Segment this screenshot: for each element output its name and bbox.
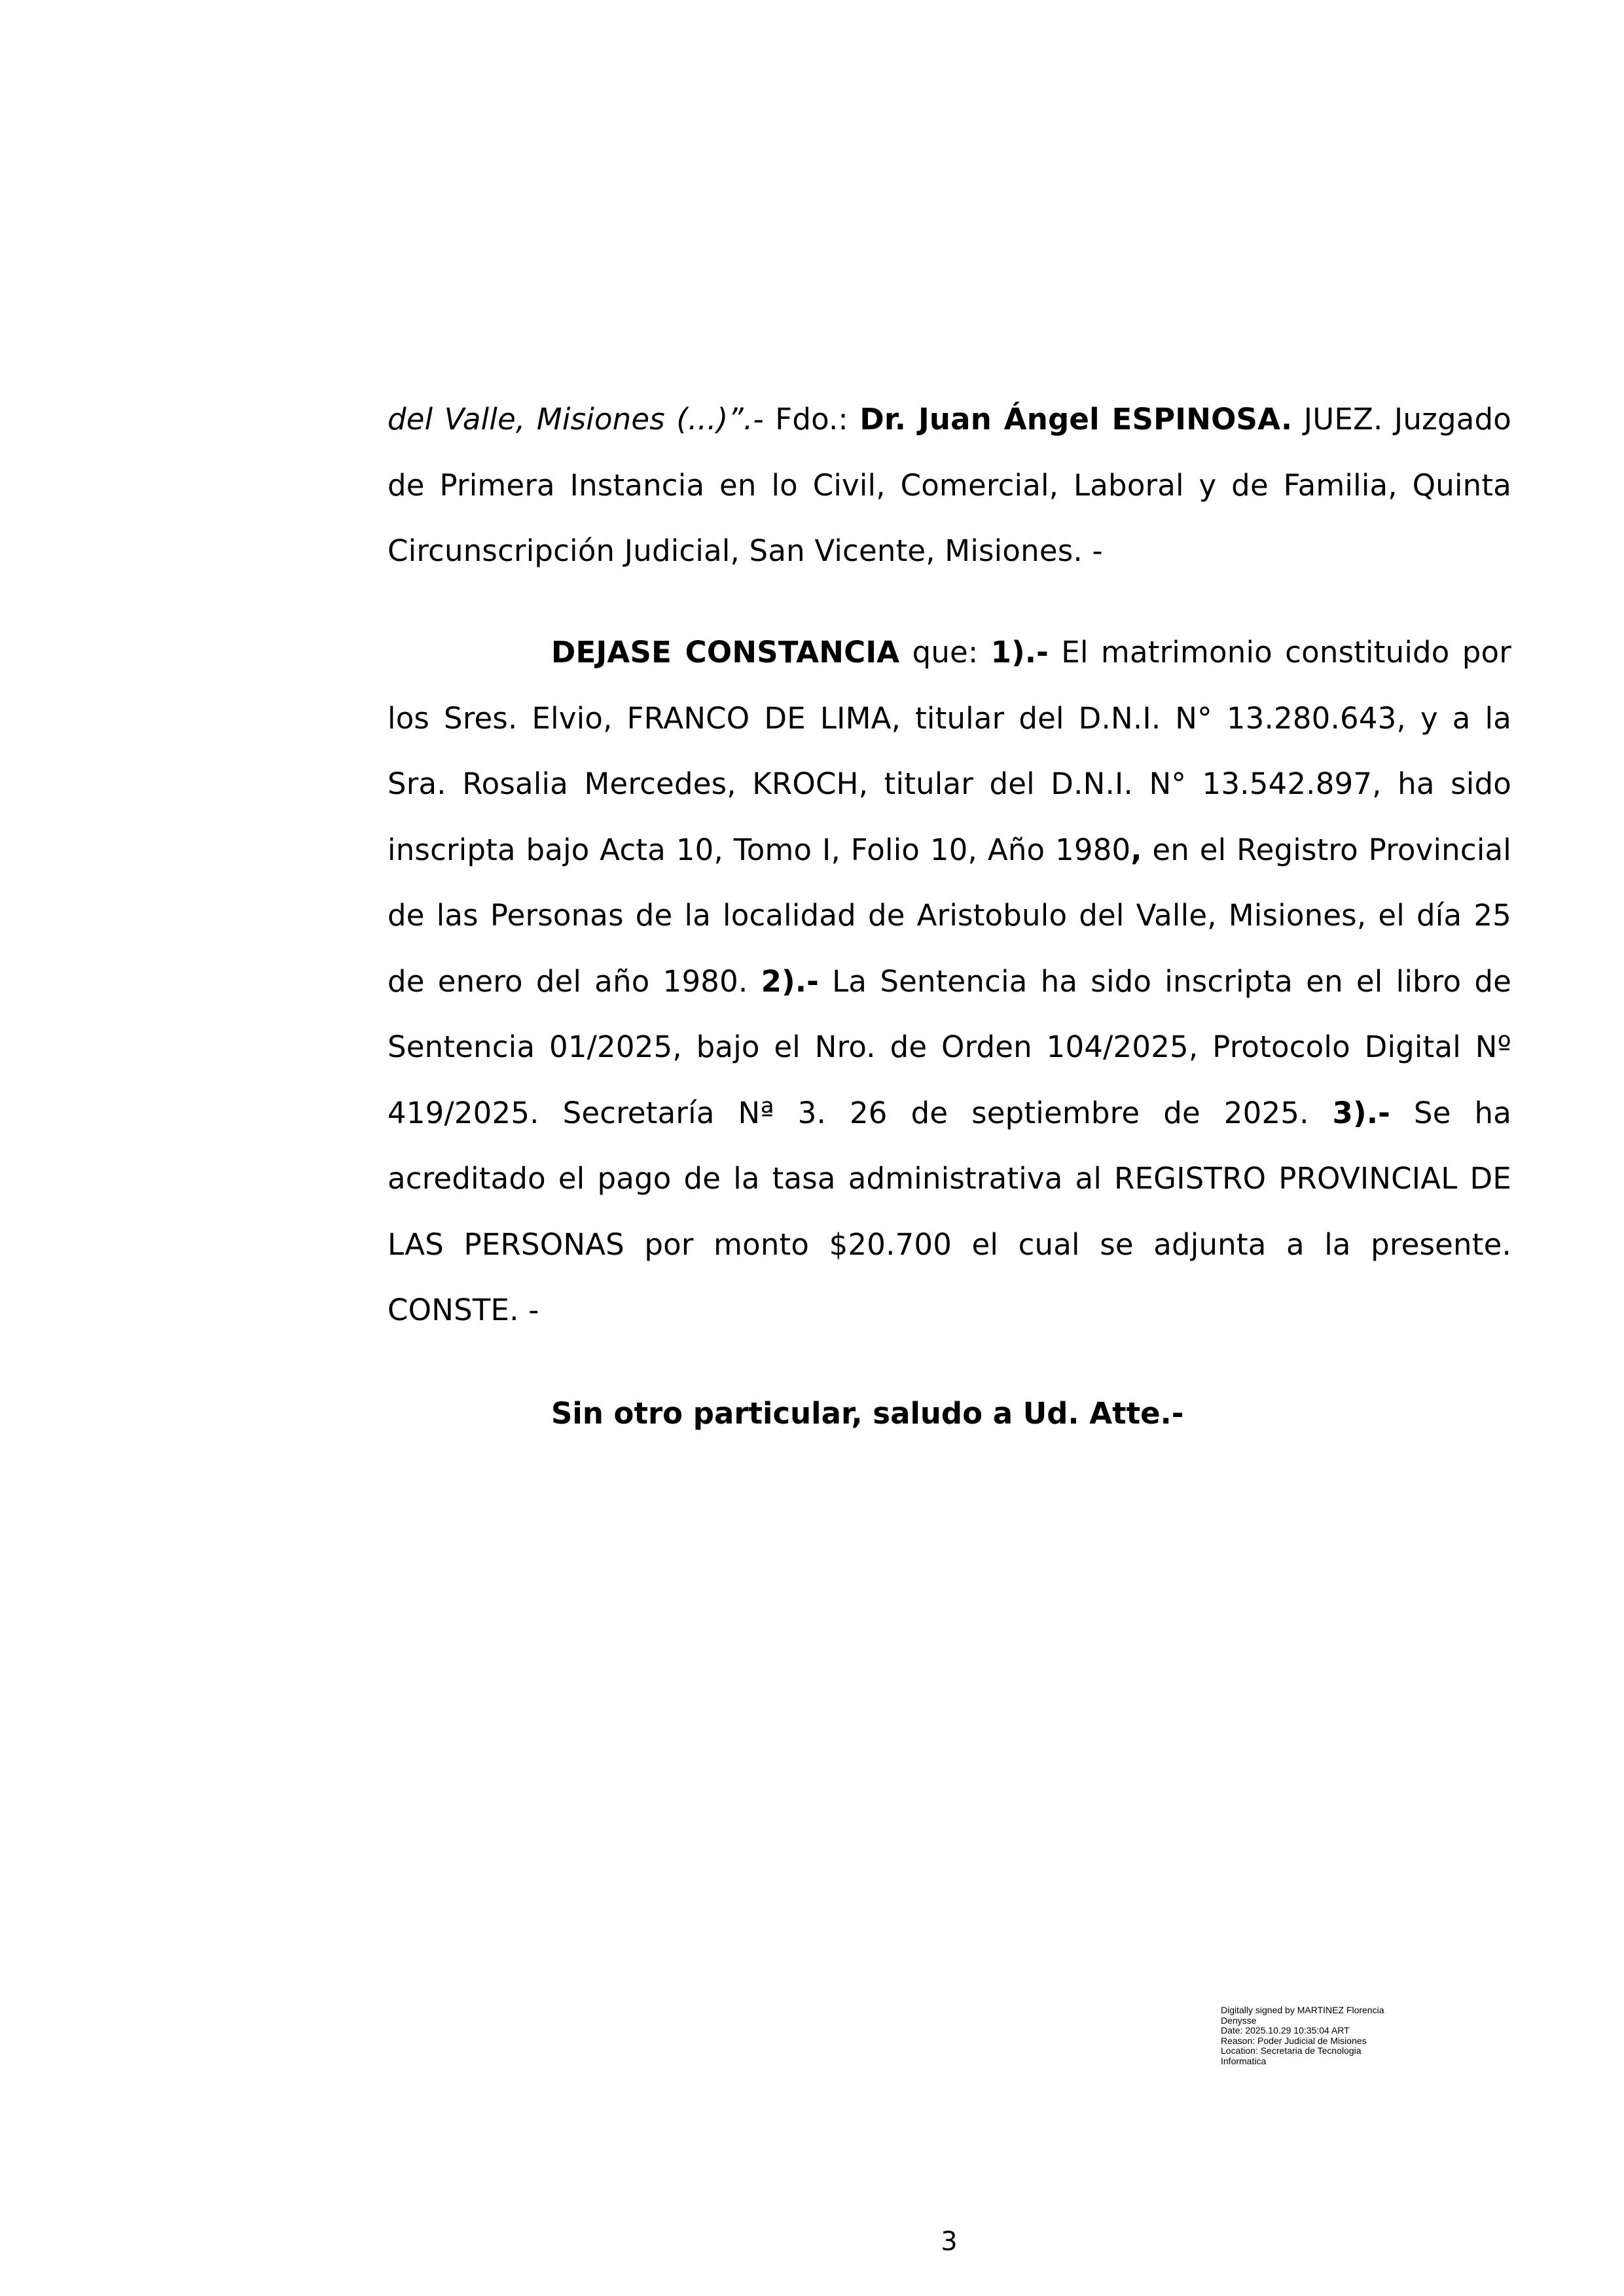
signature-line: Reason: Poder Judicial de Misiones xyxy=(1221,2035,1367,2046)
item3-text: Se ha acreditado el pago de la tasa administrativa al REGISTRO PROVINCIAL DE LAS PERSONAS por monto $20.700 el cual se adjunta a la presente. CONSTE. - xyxy=(388,1095,1512,1327)
constancia-heading: DEJASE CONSTANCIA xyxy=(551,635,900,670)
signature-line: Date: 2025.10.29 10:35:04 ART xyxy=(1221,2025,1350,2036)
item1-text: El matrimonio constituido por los Sres. Elvio, FRANCO DE LIMA, titular del D.N.I. N° 13.280.643, y a la Sra. Rosalia Mercedes, KROCH, titular del D.N.I. N° 13.542.897, ha sido inscripta bajo Acta 10, Tomo I, Folio 10, Año 1980 xyxy=(388,635,1511,867)
que-text: que: xyxy=(899,635,991,670)
item1-label: 1).- xyxy=(990,635,1049,670)
signature-line: Informatica xyxy=(1221,2055,1267,2066)
item2-label: 2).- xyxy=(761,963,820,999)
italic-intro: del Valle, Misiones (...)”.- xyxy=(388,402,764,437)
page-number: 3 xyxy=(941,2227,958,2257)
item3-label: 3).- xyxy=(1332,1095,1390,1130)
item1-tail: en el Registro Provincial de las Personas de la localidad de Aristobulo del Valle, Misiones, el día 25 de enero del año 1980. xyxy=(388,832,1512,999)
paragraph-signature-reference xyxy=(388,387,1511,584)
court-description: JUEZ. Juzgado de Primera Instancia en lo Civil, Comercial, Laboral y de Familia, Quinta Circunscripción Judicial, San Vicente, Misiones. - xyxy=(388,402,1511,568)
judge-name: Dr. Juan Ángel ESPINOSA. xyxy=(859,402,1293,437)
signature-line: Digitally signed by MARTINEZ Florencia xyxy=(1221,2005,1384,2015)
signature-line: Location: Secretaria de Tecnologia xyxy=(1221,2045,1362,2056)
signature-line: Denysse xyxy=(1221,2015,1257,2026)
fdo-label: Fdo.: xyxy=(763,402,860,437)
item2-text: La Sentencia ha sido inscripta en el libro de Sentencia 01/2025, bajo el Nro. de Orden 104/2025, Protocolo Digital Nº 419/2025. Secretaría Nª 3. 26 de septiembre de 2025. xyxy=(388,963,1511,1130)
digital-signature-stamp xyxy=(1221,2005,1456,2066)
closing-salutation: Sin otro particular, saludo a Ud. Atte.- xyxy=(551,1396,1184,1431)
paragraph-constancia xyxy=(388,620,1511,1344)
item1-comma: , xyxy=(1130,832,1142,867)
